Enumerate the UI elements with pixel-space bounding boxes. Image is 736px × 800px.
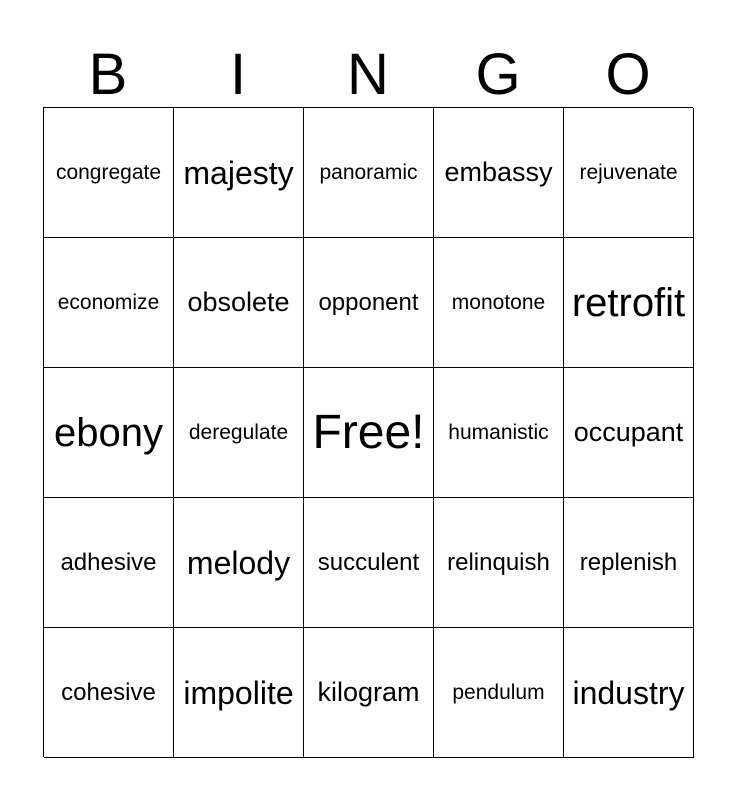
header-letter-o: O: [605, 42, 651, 107]
header-letter-i: I: [229, 42, 247, 107]
bingo-cell[interactable]: rejuvenate: [564, 108, 694, 238]
bingo-cell[interactable]: congregate: [44, 108, 174, 238]
bingo-cell[interactable]: ebony: [44, 368, 174, 498]
bingo-cell[interactable]: replenish: [564, 498, 694, 628]
bingo-cell[interactable]: occupant: [564, 368, 694, 498]
bingo-cell[interactable]: humanistic: [434, 368, 564, 498]
free-space-cell[interactable]: Free!: [304, 368, 434, 498]
bingo-cell[interactable]: adhesive: [44, 498, 174, 628]
header-letter-n: N: [347, 42, 389, 107]
bingo-cell[interactable]: relinquish: [434, 498, 564, 628]
bingo-cell[interactable]: kilogram: [304, 628, 434, 758]
bingo-cell[interactable]: cohesive: [44, 628, 174, 758]
bingo-board: [43, 107, 693, 757]
bingo-cell[interactable]: obsolete: [174, 238, 304, 368]
bingo-cell[interactable]: pendulum: [434, 628, 564, 758]
bingo-cell[interactable]: opponent: [304, 238, 434, 368]
bingo-cell[interactable]: industry: [564, 628, 694, 758]
bingo-cell[interactable]: melody: [174, 498, 304, 628]
bingo-cell[interactable]: monotone: [434, 238, 564, 368]
bingo-cell[interactable]: retrofit: [564, 238, 694, 368]
header-letter-g: G: [475, 42, 521, 107]
bingo-header: [43, 42, 693, 108]
bingo-cell[interactable]: deregulate: [174, 368, 304, 498]
bingo-cell[interactable]: majesty: [174, 108, 304, 238]
bingo-cell[interactable]: embassy: [434, 108, 564, 238]
bingo-cell[interactable]: economize: [44, 238, 174, 368]
bingo-cell[interactable]: impolite: [174, 628, 304, 758]
bingo-cell[interactable]: succulent: [304, 498, 434, 628]
bingo-cell[interactable]: panoramic: [304, 108, 434, 238]
header-letter-b: B: [88, 42, 128, 107]
